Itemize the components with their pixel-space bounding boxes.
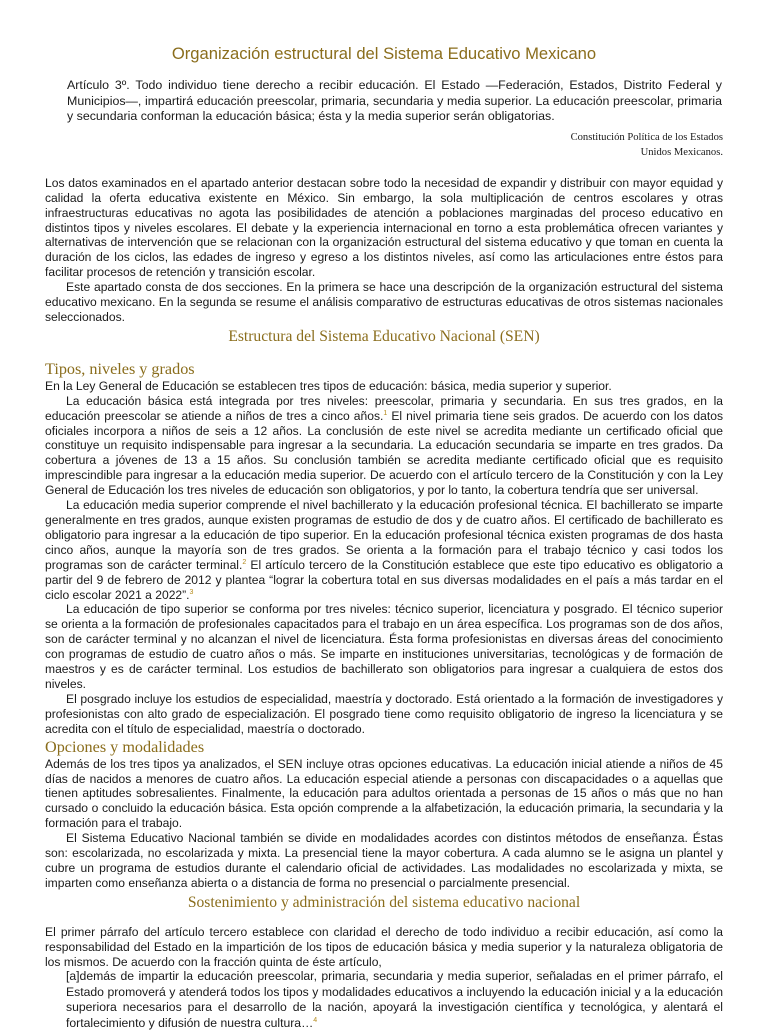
page-title: Organización estructural del Sistema Educativo Mexicano [171, 44, 597, 63]
tipos-paragraph-2 [45, 394, 723, 498]
footnote-marker-1[interactable]: 1 [383, 409, 388, 417]
section-heading-sostenimiento: Sostenimiento y administración del sistema educativo nacional [187, 893, 581, 911]
footnote-marker-3[interactable]: 3 [189, 588, 194, 596]
epigraph-text: Artículo 3º. Todo individuo tiene derecho a recibir educación. El Estado —Federación, Estados, Distrito Federal y Municipios—, impartirá educación preescolar, primaria, secundaria y media superior. La educación preescolar, primaria y secundaria conforman la educación básica; ésta y la media superior serán obligatorias. [67, 78, 722, 124]
tipos-paragraph-3 [45, 498, 723, 602]
opciones-paragraph-1: Además de los tres tipos ya analizados, el SEN incluye otras opciones educativas. La educación inicial atiende a niños de 45 días de nacidos a menores de cuatro años. La educación especial atiende a personas con discapacidades o a aquellas que tienen aptitudes sobresalientes. Finalmente, la educación para adultos orientada a personas de 15 años o más que no han cursado o concluido la educación básica. Esta opción comprende a la alfabetización, la educación primaria, la secundaria y la formación para el trabajo. [45, 756, 723, 831]
tipos-paragraph-5: El posgrado incluye los estudios de especialidad, maestría y doctorado. Está orientado a la formación de investigadores y profesionistas con alto grado de especialización. El posgrado tiene como requisito obligatorio de ingreso la licenciatura y se acredita con el título de especialidad, maestría o doctorado. [45, 691, 723, 736]
section-heading-sen: Estructura del Sistema Educativo Nacional (SEN) [228, 327, 540, 345]
epigraph [45, 78, 723, 160]
sostenimiento-paragraph-1: El primer párrafo del artículo tercero establece con claridad el derecho de todo individuo a recibir educación, así como la responsabilidad del Estado en la impartición de los tipos de educación básica y media superior y la naturaleza obligatoria de los mismos. De acuerdo con la fracción quinta de éste artículo, [45, 924, 723, 969]
intro-paragraph-2: Este apartado consta de dos secciones. En la primera se hace una descripción de la organización estructural del sistema educativo mexicano. En la segunda se resume el análisis comparativo de estructuras educativas de otros sistemas nacionales seleccionados. [45, 280, 723, 324]
footnote-marker-4[interactable]: 4 [313, 1016, 318, 1024]
epigraph-source-line-1: Constitución Política de los Estados [570, 131, 723, 143]
tipos-paragraph-3-part-a: La educación media superior comprende el nivel bachillerato y la educación profesional técnica. El bachillerato se imparte generalmente en tres grados, aunque existen programas de estudio de dos y de cuatro años. El certificado de bachillerato es obligatorio para ingresar a la educación de tipo superior. En la educación profesional técnica existen programas de dos hasta cinco años, aunque la mayoría son de tres grados. Se orienta a la formación para el trabajo técnico y casi todos los programas son de carácter terminal. [45, 498, 723, 572]
subheading-tipos: Tipos, niveles y grados [45, 359, 195, 378]
subheading-opciones: Opciones y modalidades [45, 737, 205, 756]
tipos-paragraph-2-part-b: El nivel primaria tiene seis grados. De acuerdo con los datos oficiales incorpora a niños de seis a 12 años. La conclusión de este nivel se acredita mediante un certificado oficial que constituye un requisito indispensable para ingresar a la secundaria. La educación secundaria se imparte en tres grados. Da cobertura a jóvenes de 13 a 15 años. Su conclusión también se acredita mediante certificado oficial que es requisito imprescindible para ingresar a la educación media superior. De acuerdo con el artículo tercero de la Constitución y con la Ley General de Educación los tres niveles de educación son obligatorios, y por lo tanto, la cobertura tendría que ser universal. [45, 408, 723, 498]
footnote-marker-2[interactable]: 2 [242, 558, 247, 566]
epigraph-source [45, 130, 723, 160]
tipos-paragraph-2-part-a: La educación básica está integrada por tres niveles: preescolar, primaria y secundaria. En sus tres grados, en la educación preescolar se atiende a niños de tres a cinco años. [45, 393, 723, 423]
block-quote [66, 969, 723, 1031]
block-quote-text: [a]demás de impartir la educación preescolar, primaria, secundaria y media superior, señaladas en el primer párrafo, el Estado promoverá y atenderá todos los tipos y modalidades educativos a incluyendo la educación inicial y a la educación superiora necesarios para el desarrollo de la nación, apoyará la investigación científica y tecnológica, y alentará el fortalecimiento y difusión de nuestra cultura… [66, 969, 723, 1030]
opciones-paragraph-2: El Sistema Educativo Nacional también se divide en modalidades acordes con distintos métodos de enseñanza. Éstas son: escolarizada, no escolarizada y mixta. La presencial tiene la mayor cobertura. A cada alumno se le asigna un plantel y cubre un programa de estudios durante el calendario oficial de actividades. Las modalidades no escolarizada y mixta, se imparten como enseñanza abierta o a distancia de forma no presencial o parcialmente presencial. [45, 831, 723, 890]
tipos-paragraph-3-part-b: El artículo tercero de la Constitución establece que este tipo educativo es obligatorio a partir del 9 de febrero de 2012 y plantea “lograr la cobertura total en sus diversas modalidades en el país a más tardar en el ciclo escolar 2021 a 2022”. [45, 557, 723, 602]
tipos-paragraph-4: La educación de tipo superior se conforma por tres niveles: técnico superior, licenciatura y posgrado. El técnico superior se orienta a la formación de profesionales capacitados para el trabajo en un área específica. Los programas son de dos años, son de carácter terminal y no alcanzan el nivel de licenciatura. Ésta forma profesionistas en diversas áreas del conocimiento con programas de estudio de cuatro años o más. Se imparte en instituciones universitarias, tecnológicas y de formación de maestros y es de carácter terminal. Los estudios de bachillerato son obligatorios para ingresar a cualquiera de estos dos niveles. [45, 602, 723, 691]
intro-paragraph-1: Los datos examinados en el apartado anterior destacan sobre todo la necesidad de expandir y distribuir con mayor equidad y calidad la oferta educativa existente en México. Sin embargo, la sola multiplicación de centros escolares y otras infraestructuras educativas no agota las posibilidades de atención a poblaciones marginadas del proceso educativo en distintos tipos y niveles escolares. El debate y la experiencia internacional en torno a esta problemática ofrecen variantes y alternativas de intervención que se relacionan con la organización estructural del sistema educativo y que toman en cuenta la duración de los ciclos, las edades de ingreso y egreso a los distintos niveles, así como las articulaciones entre éstos para facilitar procesos de retención y transición escolar. [45, 175, 723, 280]
tipos-paragraph-1: En la Ley General de Educación se establecen tres tipos de educación: básica, media superior y superior. [45, 378, 612, 393]
epigraph-source-line-2: Unidos Mexicanos. [640, 146, 723, 158]
